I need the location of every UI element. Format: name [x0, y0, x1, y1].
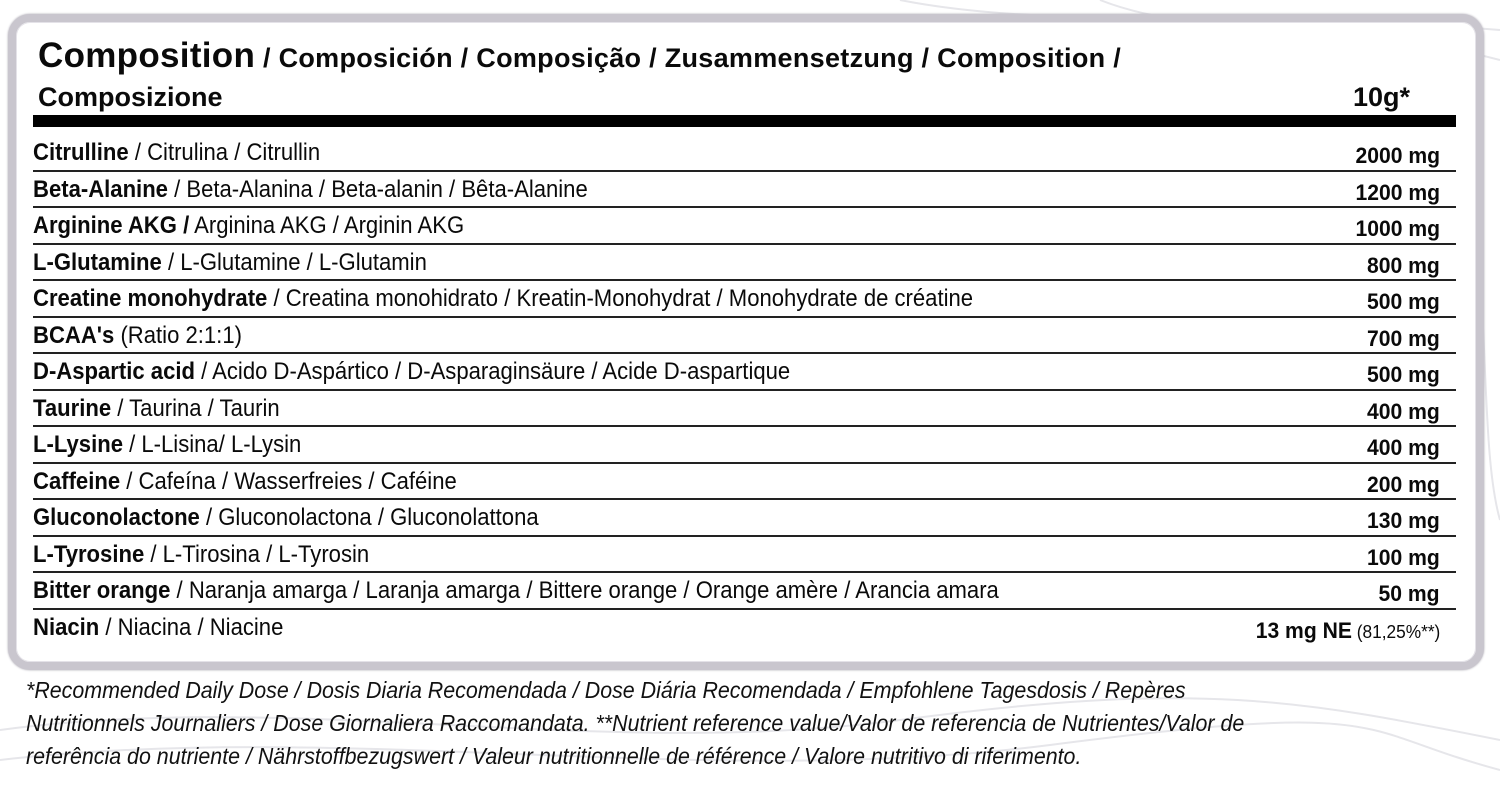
ingredient-name [33, 614, 283, 642]
ingredient-amount: 500 mg [1367, 362, 1440, 387]
ingredient-primary-name: Bitter orange [33, 577, 171, 604]
header-title [38, 36, 1121, 76]
ingredient-translations: / Niacina / Niacine [99, 613, 284, 641]
ingredient-amount: 500 mg [1367, 289, 1440, 314]
ingredient-amount: 800 mg [1367, 252, 1440, 278]
ingredient-row [33, 610, 1456, 647]
ingredient-primary-name: Caffeine [33, 467, 121, 495]
footnote-line: referência do nutriente / Nährstoffbezugswert / Valeur nutritionnelle de référence / Valore nutritivo di riferimento. [26, 743, 1082, 769]
ingredient-name [33, 504, 539, 532]
ingredient-name [33, 358, 790, 386]
ingredient-amount: 1200 mg [1355, 179, 1440, 205]
ingredient-amount-value: 13 mg NE [1255, 617, 1352, 643]
ingredient-translations: / L-Glutamine / L-Glutamin [161, 248, 427, 276]
ingredient-amount [1255, 618, 1440, 644]
ingredient-name [33, 468, 457, 496]
ingredient-name [33, 249, 427, 277]
ingredient-primary-name: BCAA's [33, 321, 115, 349]
ingredient-name [33, 322, 242, 350]
ingredient-row [33, 500, 1456, 537]
ingredient-primary-name: L-Lysine [33, 431, 123, 458]
ingredient-amount: 400 mg [1367, 398, 1440, 424]
ingredient-table [33, 135, 1456, 646]
ingredient-amount: 100 mg [1367, 544, 1440, 570]
header-title-line2: Composizione [38, 82, 223, 112]
ingredient-translations: / L-Tirosina / L-Tyrosin [144, 540, 370, 568]
ingredient-name [33, 577, 999, 605]
ingredient-amount: 50 mg [1378, 581, 1440, 606]
ingredient-name [33, 139, 320, 167]
serving-size: 10g* [1352, 82, 1410, 112]
ingredient-translations: / Citrulina / Citrullin [128, 139, 321, 166]
ingredient-primary-name: Creatine monohydrate [33, 285, 268, 312]
header-title-rest: / Composición / Composição / Zusammensetzung / Composition / [255, 43, 1122, 73]
ingredient-row [33, 318, 1456, 355]
ingredient-amount: 1000 mg [1355, 216, 1440, 241]
ingredient-row [33, 208, 1456, 245]
ingredient-primary-name: Gluconolactone [33, 504, 200, 531]
ingredient-translations: (Ratio 2:1:1) [114, 321, 242, 349]
ingredient-name [33, 541, 369, 569]
composition-header [38, 36, 1458, 116]
ingredient-primary-name: Citrulline [33, 139, 129, 166]
ingredient-primary-name: Niacin [33, 613, 100, 641]
nutrient-reference-value: (81,25%**) [1351, 621, 1440, 642]
ingredient-amount: 130 mg [1367, 508, 1440, 533]
ingredient-primary-name: L-Tyrosine [33, 540, 145, 568]
ingredient-row [33, 172, 1456, 209]
ingredient-primary-name: Arginine AKG / [33, 212, 190, 239]
ingredient-row [33, 281, 1456, 318]
ingredient-translations: / Gluconolactona / Gluconolattona [199, 504, 539, 531]
ingredient-translations: / L-Lisina/ L-Lysin [122, 431, 302, 458]
ingredient-name [33, 431, 301, 459]
ingredient-translations: / Cafeína / Wasserfreies / Caféine [120, 467, 457, 495]
ingredient-name [33, 212, 464, 240]
ingredient-primary-name: Beta-Alanine [33, 175, 168, 203]
footnote-line: *Recommended Daily Dose / Dosis Diaria Recomendada / Dose Diária Recomendada / Empfohlene Tagesdosis / Repères [26, 677, 1186, 703]
ingredient-row [33, 573, 1456, 610]
ingredient-row [33, 354, 1456, 391]
ingredient-translations: / Acido D-Aspártico / D-Asparaginsäure / Acide D-aspartique [194, 358, 791, 385]
header-title-lead: Composition [38, 36, 256, 75]
ingredient-amount: 2000 mg [1355, 143, 1440, 168]
ingredient-primary-name: D-Aspartic acid [33, 358, 195, 385]
footnote [26, 674, 1466, 773]
ingredient-translations: Arginina AKG / Arginin AKG [189, 212, 465, 239]
ingredient-name [33, 176, 588, 204]
ingredient-translations: / Naranja amarga / Laranja amarga / Bittere orange / Orange amère / Arancia amara [170, 577, 999, 604]
ingredient-translations: / Creatina monohidrato / Kreatin-Monohydrat / Monohydrate de créatine [267, 285, 974, 312]
ingredient-amount: 400 mg [1367, 435, 1440, 460]
ingredient-row [33, 464, 1456, 501]
ingredient-row [33, 427, 1456, 464]
ingredient-amount: 700 mg [1367, 325, 1440, 351]
ingredient-amount: 200 mg [1367, 471, 1440, 497]
ingredient-row [33, 135, 1456, 172]
ingredient-name [33, 395, 280, 423]
header-divider [33, 115, 1456, 127]
ingredient-row [33, 537, 1456, 574]
ingredient-name [33, 285, 973, 313]
ingredient-translations: / Taurina / Taurin [111, 394, 280, 422]
footnote-line: Nutritionnels Journaliers / Dose Giornaliera Raccomandata. **Nutrient reference value/Valor de referencia de Nutrientes/Valor de [26, 710, 1245, 736]
ingredient-row [33, 245, 1456, 282]
ingredient-primary-name: L-Glutamine [33, 248, 162, 276]
ingredient-row [33, 391, 1456, 428]
ingredient-primary-name: Taurine [33, 394, 112, 422]
ingredient-translations: / Beta-Alanina / Beta-alanin / Bêta-Alanine [167, 175, 588, 203]
